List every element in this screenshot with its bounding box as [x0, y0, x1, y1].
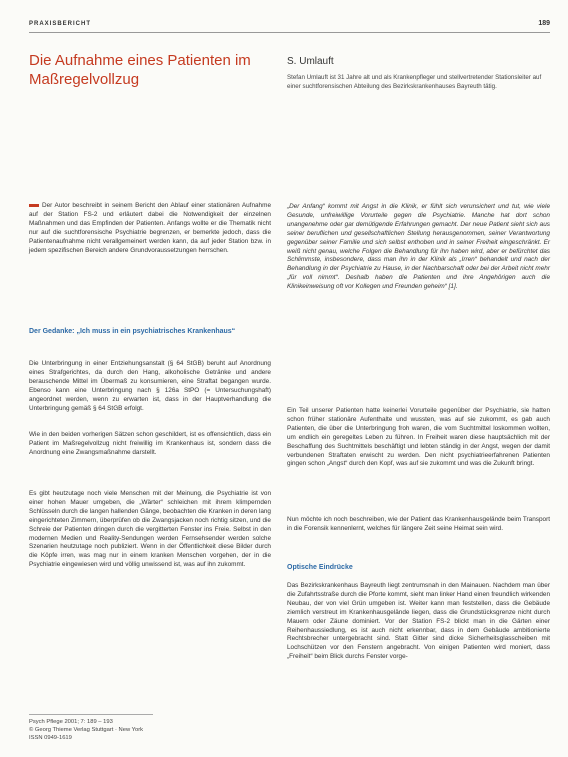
- header-divider: [29, 32, 550, 33]
- section-heading-psychiatric-hospital: Der Gedanke: „Ich muss in ein psychiatrisches Krankenhaus“: [29, 328, 236, 335]
- abstract: [29, 202, 271, 255]
- footer-divider: [29, 714, 153, 715]
- opening-quote: „Der Anfang“ kommt mit Angst in die Klinik, er fühlt sich verunsichert und tut, wie viele Gesunde, unfreiwillige Vorurteile gegen die Psychiatrie. Manche hat dort schon unangenehme oder gar demütigende Erfahrungen gemacht. Der neue Patient sieht sich aus seiner beruflichen und gesellschaftlichen Stellung herausgenommen, seiner Verantwortung gegenüber seiner Familie und sich selbst enthoben und in seiner Freiheit eingeschränkt. Er weiß nicht genau, welche Folgen die Behandlung für ihn haben wird, aber er befürchtet das Schlimmste, insbesondere, dass man ihn in der Klinik als „Irren“ behandelt und nach der Behandlung in der Psychiatrie zu Hause, in der Nachbarschaft oder bei der Arbeit nicht mehr „für voll nimmt“. Deshalb haben die Patienten und ihre Angehörigen auch die Klinikeinweisung oft vor Kollegen und Freunden geheim“ [1].: [287, 203, 550, 291]
- article-title: Die Aufnahme eines Patienten im Maßregelvollzug: [29, 52, 251, 88]
- abstract-marker-icon: [29, 204, 39, 207]
- body-paragraph: Die Unterbringung in einer Entziehungsanstalt (§ 64 StGB) beruht auf Anordnung eines Strafgerichtes, da durch den Hang, alkoholische Getränke und andere berauschende Mittel im Übermaß zu konsumieren, eine Straftat begangen wurde. Ebenso kann eine Unterbringung nach § 126a StPO (= Untersuchungshaft) angeordnet werden, wenn zu erwarten ist, dass in der Hauptverhandlung die Unterbringung gemäß § 64 StGB erfolgt.: [29, 360, 271, 412]
- citation-issn: ISSN 0949-1619: [29, 735, 72, 741]
- body-paragraph: Das Bezirkskrankenhaus Bayreuth liegt zentrumsnah in den Mainauen. Nachdem man über die Zufahrtsstraße durch die Pforte kommt, sieht man linker Hand einen freundlich wirkenden Neubau, der von viel Grün umgeben ist. Weiter kann man feststellen, dass die Gebäude ziemlich verstreut im Krankenhausgelände liegen, dass die Grundstücksgrenze nicht durch Mauern oder Zäune dominiert. Vor der Station FS-2 blickt man in die Gärten einer Reihenhaussiedlung, es ist auch nicht erkennbar, dass in dem Gebäude ambitionierte Rechtsbrecher untergebracht sind. Statt Gitter sind dicke Sicherheitsglasscheiben mit Lochschützen vor den Fenstern angebracht. Von einigen Patienten wird moniert, dass „Freiheit“ beim Blick durchs Fenster vorge-: [287, 582, 550, 661]
- body-paragraph: Es gibt heutzutage noch viele Menschen mit der Meinung, die Psychiatrie ist von einer hohen Mauer umgeben, die „Wärter“ schleichen mit ihrem klimpernden Schlüsseln durch die langen hallenden Gänge, beobachten die Kranken in deren lang eingerichteten Zimmern, überprüfen ob die Zwangsjacken noch richtig sitzen, und die Schreie der Patienten dringen durch die vergitterten Fenster ins Freie. Selbst in den modernen Medien und Reality-Sendungen werden Fernsehsender werden solche Szenarien heutzutage noch publiziert. Wenn in der Öffentlichkeit diese Bilder durch die Köpfe irren, was mag nur in einem kranken Menschen vorgehen, der in die Psychiatrie eingewiesen wird und völlig unwissend ist, was auf ihn zukommt.: [29, 490, 271, 569]
- section-heading-optical-impressions: Optische Eindrücke: [287, 564, 353, 571]
- citation-publisher: © Georg Thieme Verlag Stuttgart · New York: [29, 727, 144, 733]
- author-bio: Stefan Umlauft ist 31 Jahre alt und als Krankenpfleger und stellvertretender Stationsleiter auf einer suchtforensischen Abteilung des Bezirkskrankenhauses Bayreuth tätig.: [287, 74, 542, 90]
- author-name: S. Umlauft: [287, 56, 334, 67]
- abstract-text: Der Autor beschreibt in seinem Bericht den Ablauf einer stationären Aufnahme auf der Station FS-2 und erläutert dabei die Notwendigkeit der einzelnen Maßnahmen und das Empfinden der Patienten. Anfangs wollte er die Thematik nicht nur auf die suchtforensische Psychiatrie begrenzen, er bemerkte jedoch, dass die Patientenaufnahme nicht verallgemeinert werden kann, da auf jeder Station bzw. in jedem spezifischen Bereich andere Grundvoraussetzungen herrschen.: [29, 202, 271, 254]
- citation-footer: [29, 718, 143, 742]
- citation-journal: Psych Pflege 2001; 7: 189 – 193: [29, 719, 113, 725]
- page-number: 189: [538, 20, 550, 27]
- body-paragraph: Wie in den beiden vorherigen Sätzen schon geschildert, ist es offensichtlich, dass ein Patient im Maßregelvollzug nicht freiwillig im Krankenhaus ist, sondern dass die Anordnung eine Zwangsmaßnahme darstellt.: [29, 431, 271, 456]
- body-paragraph: Nun möchte ich noch beschreiben, wie der Patient das Krankenhausgelände beim Transport in die Forensik kennenlernt, welches für längere Zeit seine Heimat sein wird.: [287, 516, 550, 532]
- page-header: [0, 0, 568, 32]
- body-paragraph: Ein Teil unserer Patienten hatte keinerlei Vorurteile gegenüber der Psychiatrie, sie hatten schon früher stationäre Aufenthalte und wussten, was auf sie zukommt, es gab auch Patienten, die über die Unterbringung froh waren, die vom Suchtmittel loskommen wollten, um endlich ein geregeltes Leben zu führen. In Freiheit waren diese hauptsächlich mit der Beschaffung des Suchtmittels beschäftigt und lebten ständig in der Angst, wegen der damit verbundenen Straftaten erwischt zu werden. Den nicht psychiatrieerfahrenen Patienten gingen schon „Angst“ durch den Kopf, was auf sie zukommt und was die Zukunft bringt.: [287, 407, 550, 468]
- section-label: PRAXISBERICHT: [29, 21, 92, 27]
